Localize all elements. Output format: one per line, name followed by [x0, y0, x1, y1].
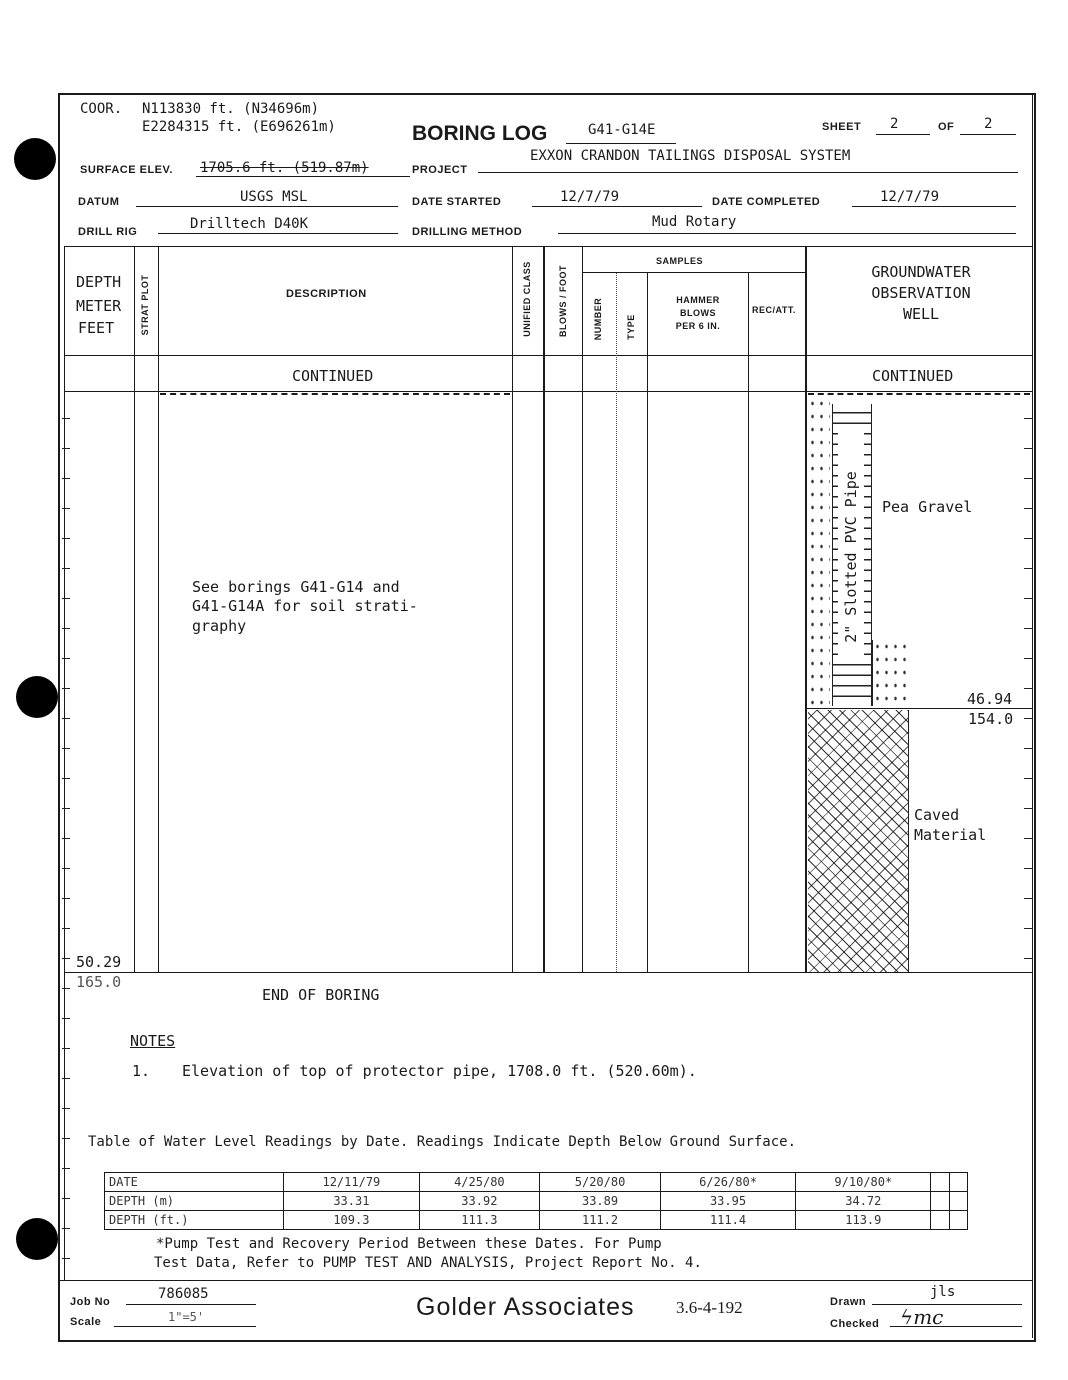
depth-tick-left — [62, 1258, 70, 1259]
date-completed-value: 12/7/79 — [880, 189, 940, 205]
footnote-line-2: Test Data, Refer to PUMP TEST AND ANALYSIS, Project Report No. 4. — [154, 1255, 702, 1271]
depth-tick-right — [1024, 778, 1032, 779]
water-table-cell: 6/26/80* — [660, 1173, 795, 1192]
depth-tick-right — [1024, 508, 1032, 509]
depth-tick-right — [1024, 808, 1032, 809]
feet-header: FEET — [78, 319, 115, 337]
water-table-cell: 111.4 — [660, 1211, 795, 1230]
depth-tick-left — [62, 1078, 70, 1079]
note-text: Elevation of top of protector pipe, 1708.0 ft. (520.60m). — [182, 1062, 697, 1080]
depth-tick-left — [62, 748, 70, 749]
drill-rig-label: DRILL RIG — [78, 226, 138, 238]
blows-foot-header: BLOWS / FOOT — [558, 265, 568, 337]
depth-tick-right — [1024, 688, 1032, 689]
punch-hole-middle — [16, 676, 58, 718]
water-table-cell — [949, 1211, 967, 1230]
water-table-row — [105, 1211, 968, 1230]
depth-tick-right — [1024, 478, 1032, 479]
depth-tick-left — [62, 658, 70, 659]
description-line-3: graphy — [192, 617, 247, 635]
gravel-pack-right — [872, 640, 909, 706]
form-code: 3.6-4-192 — [676, 1298, 743, 1317]
depth-tick-right — [1024, 418, 1032, 419]
depth-tick-right — [1024, 538, 1032, 539]
depth-tick-left — [62, 1228, 70, 1229]
form-title: BORING LOG — [412, 122, 548, 145]
well-continued: CONTINUED — [872, 367, 954, 385]
hammer-header-3: PER 6 IN. — [675, 321, 721, 331]
project-label: PROJECT — [412, 164, 468, 176]
depth-tick-left — [62, 868, 70, 869]
surface-elev-value: 1705.6 ft. (519.87m) — [200, 160, 369, 176]
depth-m-end: 50.29 — [76, 953, 122, 971]
depth-tick-left — [62, 1018, 70, 1019]
water-table-cell: 109.3 — [284, 1211, 419, 1230]
depth-tick-left — [62, 988, 70, 989]
sheet-label: SHEET — [822, 121, 862, 133]
depth-tick-right — [1024, 748, 1032, 749]
depth-tick-left — [62, 568, 70, 569]
drilling-method-value: Mud Rotary — [652, 214, 737, 230]
caved-material-hatch — [808, 710, 909, 972]
depth-tick-right — [1024, 658, 1032, 659]
description-line-1: See borings G41-G14 and — [192, 578, 400, 596]
hammer-header-2: BLOWS — [680, 308, 716, 318]
datum-value: USGS MSL — [240, 189, 308, 205]
depth-tick-right — [1024, 598, 1032, 599]
water-table-cell: 33.31 — [284, 1192, 419, 1211]
strat-plot-header: STRAT PLOT — [140, 274, 150, 336]
water-table-cell — [949, 1173, 967, 1192]
type-header: TYPE — [626, 314, 636, 340]
date-started-label: DATE STARTED — [412, 196, 502, 208]
date-completed-label: DATE COMPLETED — [712, 196, 821, 208]
water-table-cell — [931, 1173, 949, 1192]
rec-att-header: REC/ATT. — [752, 305, 796, 315]
depth-ft-end: 165.0 — [76, 973, 122, 991]
depth-tick-left — [62, 928, 70, 929]
water-table-cell: 111.2 — [540, 1211, 661, 1230]
water-table-cell: 34.72 — [796, 1192, 931, 1211]
sheet-total: 2 — [984, 116, 993, 132]
sheet-number: 2 — [890, 116, 899, 132]
water-table-row-label: DATE — [105, 1173, 284, 1192]
punch-hole-top — [14, 138, 56, 180]
description-line-2: G41-G14A for soil strati- — [192, 597, 418, 615]
coor-north: N113830 ft. (N34696m) — [142, 101, 320, 117]
well-header-1: GROUNDWATER — [871, 263, 971, 281]
water-table-cell: 113.9 — [796, 1211, 931, 1230]
water-table-cell: 9/10/80* — [796, 1173, 931, 1192]
checked-signature: ϟmc — [900, 1305, 944, 1329]
surface-elev-label: SURFACE ELEV. — [80, 164, 173, 176]
depth-tick-left — [62, 838, 70, 839]
depth-tick-left — [62, 418, 70, 419]
end-of-boring: END OF BORING — [262, 986, 380, 1004]
of-label: OF — [938, 121, 955, 133]
depth-header: DEPTH — [76, 273, 122, 291]
depth-tick-right — [1024, 628, 1032, 629]
depth-tick-left — [62, 958, 70, 959]
depth-tick-left — [62, 1048, 70, 1049]
drawn-initials: jls — [930, 1284, 956, 1300]
depth-tick-right — [1024, 898, 1032, 899]
depth-tick-right — [1024, 868, 1032, 869]
depth-tick-left — [62, 1198, 70, 1199]
water-table-cell — [949, 1192, 967, 1211]
datum-label: DATUM — [78, 196, 120, 208]
depth-tick-left — [62, 1108, 70, 1109]
water-table-cell: 12/11/79 — [284, 1173, 419, 1192]
hammer-header-1: HAMMER — [676, 295, 720, 305]
depth-tick-left — [62, 1138, 70, 1139]
depth-tick-left — [62, 1168, 70, 1169]
depth-tick-left — [62, 898, 70, 899]
water-table-row-label: DEPTH (m) — [105, 1192, 284, 1211]
water-table-cell: 33.92 — [419, 1192, 540, 1211]
pea-gravel-label: Pea Gravel — [882, 498, 973, 516]
caved-label-1: Caved — [914, 806, 960, 824]
depth-tick-left — [62, 718, 70, 719]
depth-tick-right — [1024, 718, 1032, 719]
depth-m-mid: 46.94 — [967, 690, 1013, 708]
punch-hole-bottom — [16, 1218, 58, 1260]
depth-tick-right — [1024, 958, 1032, 959]
water-table-cell: 111.3 — [419, 1211, 540, 1230]
date-started-value: 12/7/79 — [560, 189, 620, 205]
water-table-row-label: DEPTH (ft.) — [105, 1211, 284, 1230]
unified-class-header: UNIFIED CLASS — [522, 261, 532, 337]
drilling-method-label: DRILLING METHOD — [412, 226, 523, 238]
job-number: 786085 — [158, 1286, 209, 1302]
water-table-row — [105, 1192, 968, 1211]
depth-tick-right — [1024, 838, 1032, 839]
water-table-caption: Table of Water Level Readings by Date. Readings Indicate Depth Below Ground Surface. — [88, 1134, 797, 1150]
boring-id: G41-G14E — [588, 122, 656, 138]
caved-label-2: Material — [914, 826, 987, 844]
note-number: 1. — [132, 1062, 151, 1080]
job-label: Job No — [70, 1296, 111, 1308]
depth-tick-left — [62, 508, 70, 509]
water-table-cell: 5/20/80 — [540, 1173, 661, 1192]
water-table-cell — [931, 1211, 949, 1230]
water-table-cell — [931, 1192, 949, 1211]
depth-tick-left — [62, 478, 70, 479]
water-level-table — [104, 1172, 968, 1230]
description-header: DESCRIPTION — [286, 288, 367, 300]
coor-label: COOR. — [80, 101, 123, 117]
scale-value: 1"=5' — [168, 1310, 205, 1324]
depth-tick-left — [62, 448, 70, 449]
depth-tick-left — [62, 808, 70, 809]
drill-rig-value: Drilltech D40K — [190, 216, 309, 232]
depth-tick-left — [62, 598, 70, 599]
depth-tick-right — [1024, 928, 1032, 929]
depth-tick-right — [1024, 448, 1032, 449]
water-table-cell: 4/25/80 — [419, 1173, 540, 1192]
checked-label: Checked — [830, 1318, 880, 1330]
company-name: Golder Associates — [416, 1293, 635, 1321]
description-continued: CONTINUED — [292, 367, 374, 385]
water-table-row — [105, 1173, 968, 1192]
project-value: EXXON CRANDON TAILINGS DISPOSAL SYSTEM — [530, 148, 851, 164]
coor-east: E2284315 ft. (E696261m) — [142, 119, 336, 135]
drawn-label: Drawn — [830, 1296, 867, 1308]
depth-tick-left — [62, 628, 70, 629]
depth-ft-mid: 154.0 — [968, 710, 1014, 728]
samples-header: SAMPLES — [656, 256, 704, 266]
depth-tick-right — [1024, 568, 1032, 569]
water-table-cell: 33.89 — [540, 1192, 661, 1211]
well-header-2: OBSERVATION — [871, 284, 971, 302]
scale-label: Scale — [70, 1316, 102, 1328]
depth-tick-left — [62, 688, 70, 689]
number-header: NUMBER — [593, 297, 603, 341]
notes-heading: NOTES — [130, 1032, 176, 1050]
depth-tick-left — [62, 778, 70, 779]
pipe-label: 2" Slotted PVC Pipe — [842, 471, 860, 643]
well-header-3: WELL — [902, 305, 940, 323]
footnote-line-1: *Pump Test and Recovery Period Between these Dates. For Pump — [156, 1236, 662, 1252]
meter-header: METER — [76, 297, 122, 315]
depth-tick-left — [62, 538, 70, 539]
gravel-pack-left — [808, 397, 830, 707]
water-table-cell: 33.95 — [660, 1192, 795, 1211]
